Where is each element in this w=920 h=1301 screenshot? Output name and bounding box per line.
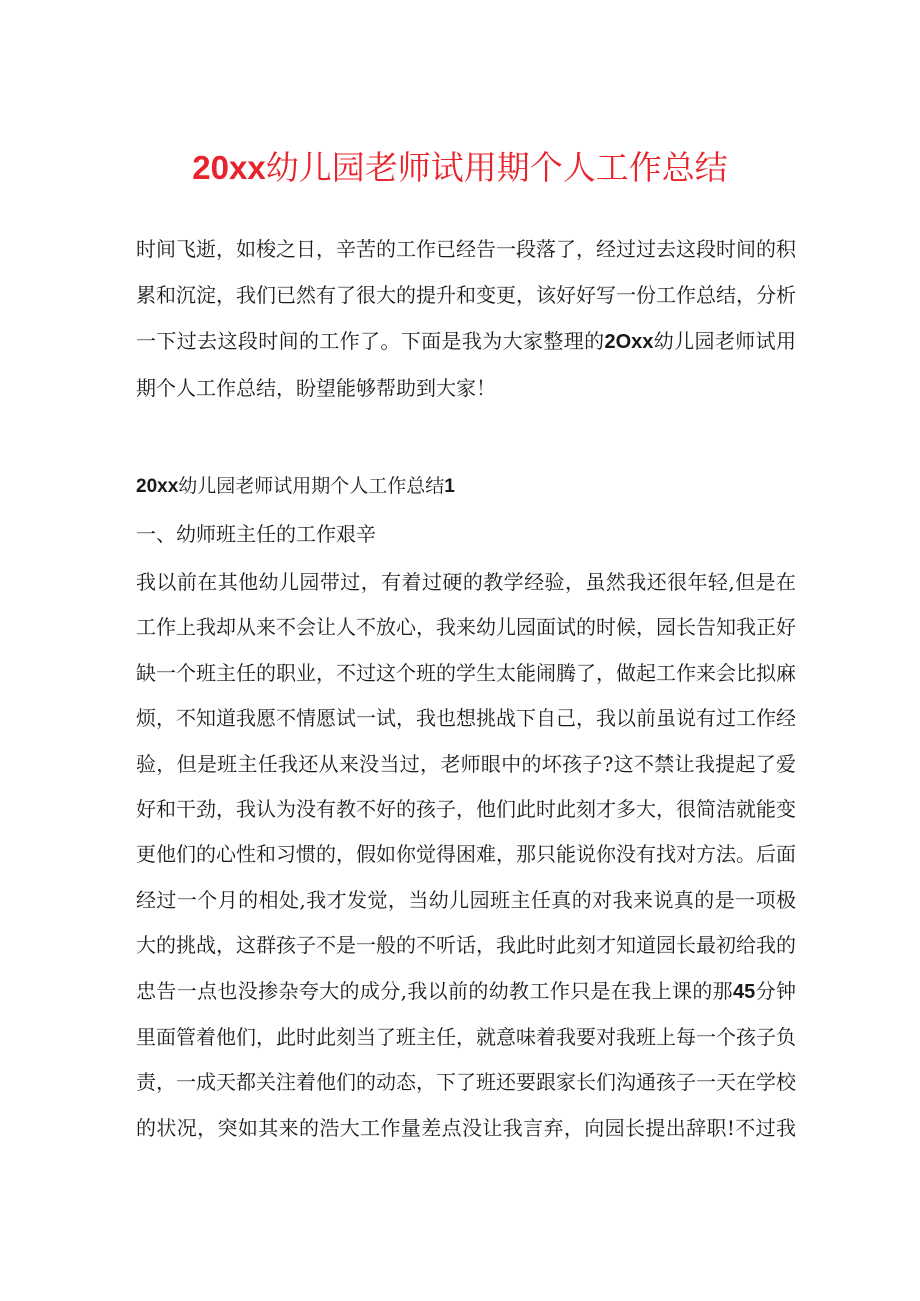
body-line: 我以前在其他幼儿园带过，有着过硬的教学经验，虽然我还很年轻,但是在 [136,570,796,594]
body-line-head: 忠告一点也没掺杂夸大的成分,我以前的幼教工作只是在我上课的那 [136,978,734,1003]
intro-line: 累和沉淀，我们已然有了很大的提升和变更，该好好写一份工作总结，分析 [136,283,796,307]
body-inline-number: 45 [733,980,756,1003]
document-title [0,140,920,196]
body-line: 烦，不知道我愿不情愿试一试，我也想挑战下自己，我以前虽说有过工作经 [136,706,796,731]
body-line: 经过一个月的相处,我才发觉，当幼儿园班主任真的对我来说真的是一项极 [136,887,796,912]
title-year: 20xx [192,149,266,186]
body-line: 里面管着他们，此时此刻当了班主任，就意味着我要对我班上每一个孩子负 [136,1025,796,1050]
body-line: 责，一成天都关注着他们的动态，下了班还要跟家长们沟通孩子一天在学校 [136,1070,796,1095]
body-line: 的状况，突如其来的浩大工作量差点没让我言弃，向园长提出辞职!不过我 [136,1115,796,1140]
intro-line [136,318,796,365]
intro-inline-year: 2Oxx [604,331,654,353]
intro-line: 期个人工作总结，盼望能够帮助到大家！ [136,376,496,400]
section-heading [136,466,796,507]
body-line [136,969,796,1015]
body-line: 验，但是班主任我还从来没当过，老师眼中的坏孩子?这不禁让我提起了爱 [136,751,796,776]
title-text: 幼儿园老师试用期个人工作总结 [265,148,728,187]
intro-line-head: 一下过去这段时间的工作了。下面是我为大家整理的 [136,329,605,353]
body-line: 工作上我却从来不会让人不放心，我来幼儿园面试的时候，园长告知我正好 [136,615,796,640]
intro-line-tail: 幼儿园老师试用 [653,329,797,353]
body-line: 好和干劲，我认为没有教不好的孩子，他们此时此刻才多大，很简洁就能变 [136,797,796,822]
section-heading-text: 幼儿园老师试用期个人工作总结 [178,475,445,497]
section-heading-index: 1 [444,476,455,497]
body-line-tail: 分钟 [755,978,797,1003]
body-line: 大的挑战，这群孩子不是一般的不听话，我此时此刻才知道园长最初给我的 [136,933,796,958]
intro-paragraph [136,226,796,411]
intro-line: 时间飞逝，如梭之日，辛苦的工作已经告一段落了，经过过去这段时间的积 [136,237,796,261]
subsection-heading: 一、幼师班主任的工作艰辛 [136,522,376,546]
body-line: 缺一个班主任的职业，不过这个班的学生太能闹腾了，做起工作来会比拟麻 [136,660,796,685]
section-heading-year: 20xx [136,476,179,497]
body-line: 更他们的心性和习惯的，假如你觉得困难，那只能说你没有找对方法。后面 [136,842,796,867]
body-paragraph [136,560,796,1151]
